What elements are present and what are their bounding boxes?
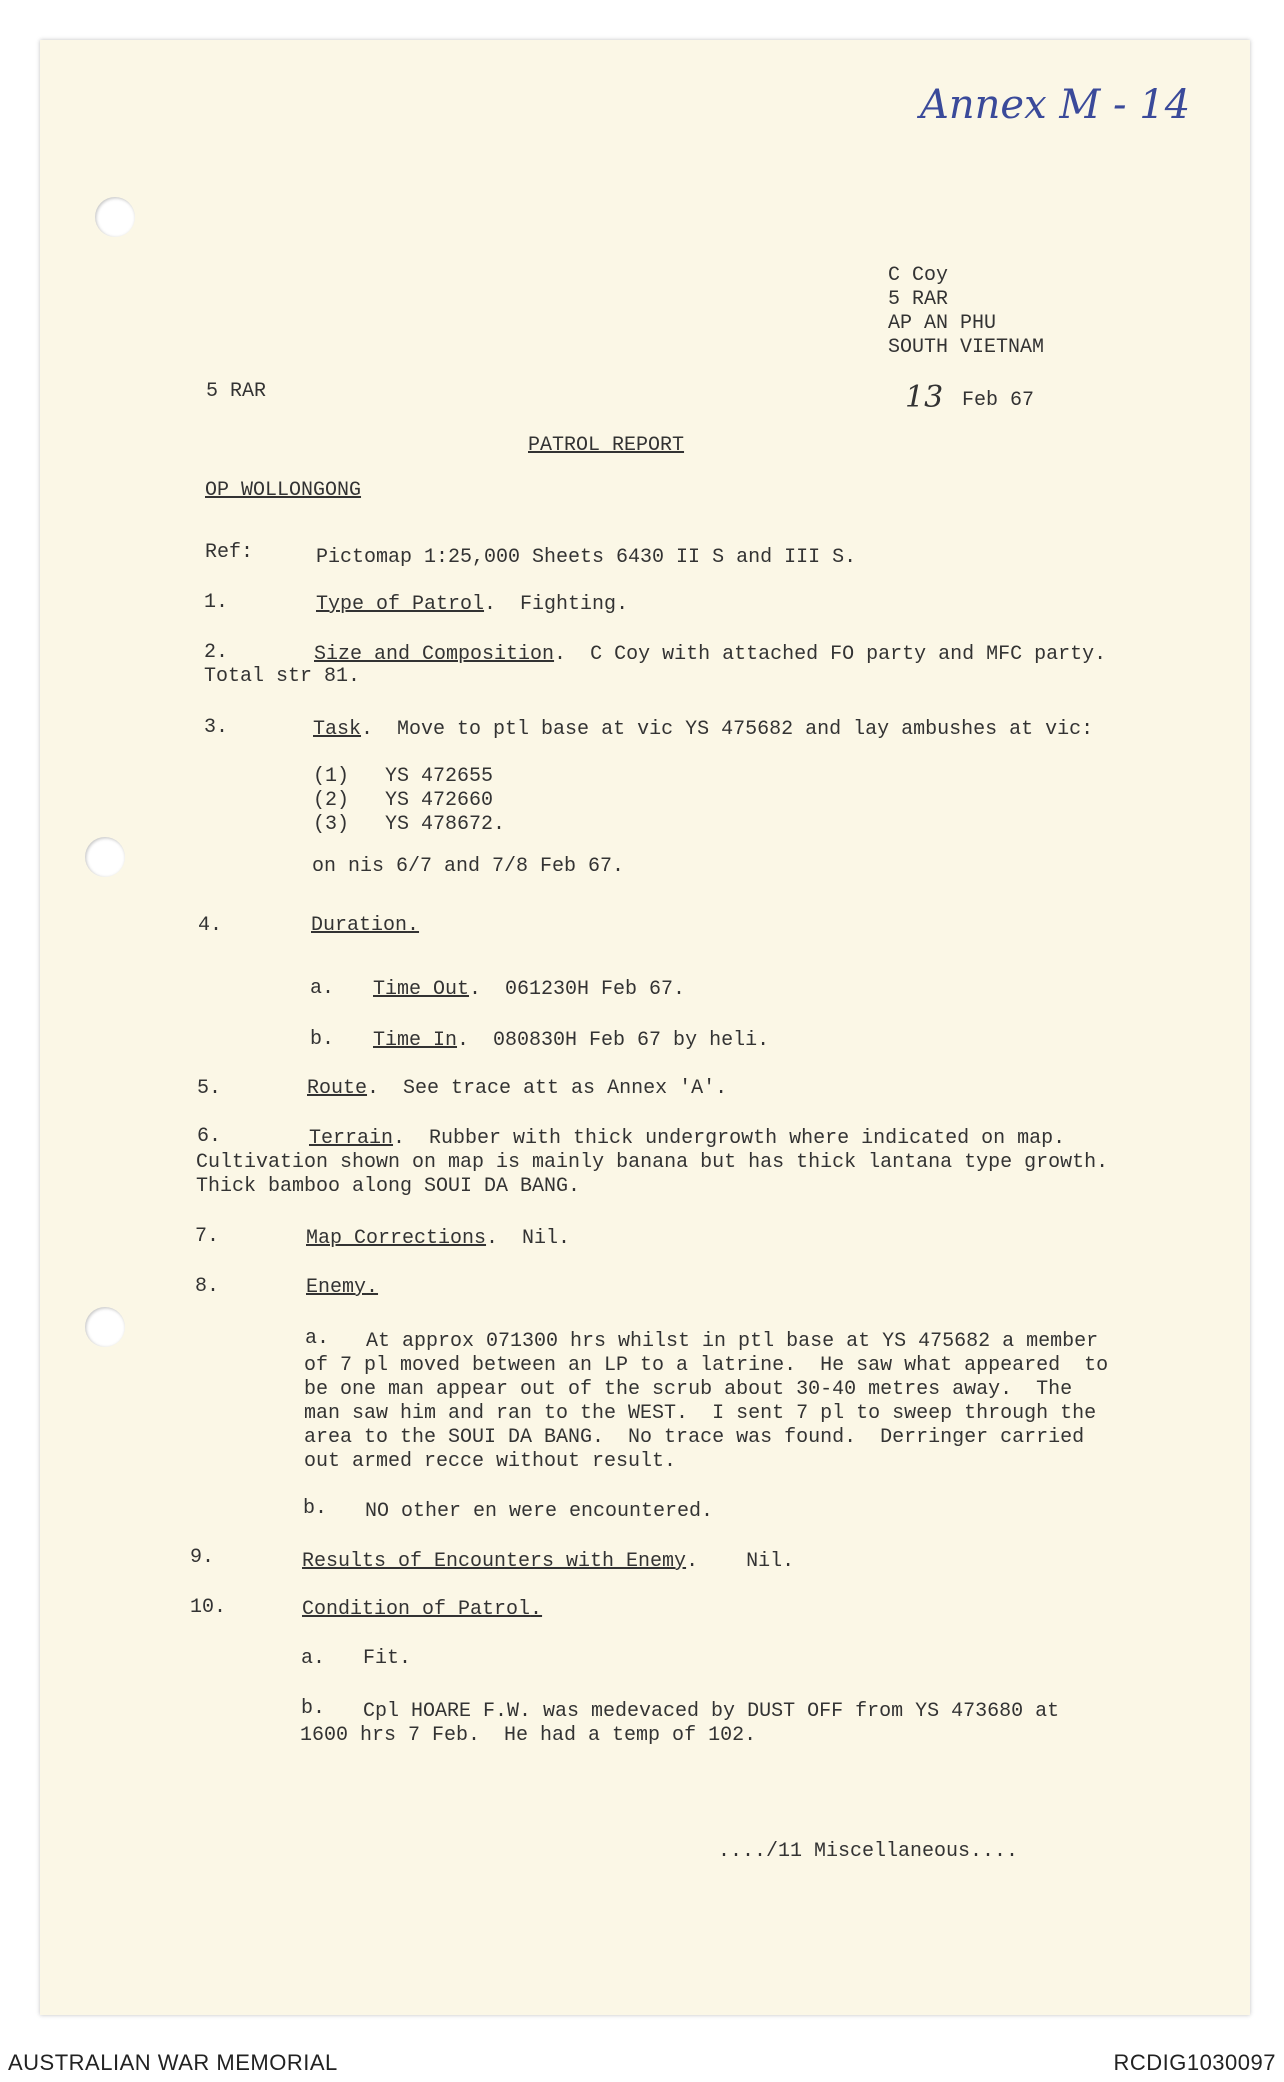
date-day-handwritten: 13 bbox=[905, 380, 944, 415]
sender-address bbox=[888, 264, 1044, 360]
terrain-continuation: Cultivation shown on map is mainly banana but has thick lantana type growth. bbox=[196, 1151, 1109, 1174]
sub-label: a. bbox=[310, 977, 335, 1000]
item-number: 10. bbox=[190, 1596, 227, 1619]
paragraph-line: area to the SOUI DA BANG. No trace was found. Derringer carried bbox=[304, 1426, 1085, 1449]
item-number: 6. bbox=[197, 1125, 222, 1148]
item-type-of-patrol: Type of Patrol. Fighting. bbox=[316, 593, 629, 616]
item-task: Task. Move to ptl base at vic YS 475682 and lay ambushes at vic: bbox=[313, 718, 1094, 741]
list-item: (2) YS 472660 bbox=[313, 789, 494, 812]
punch-hole bbox=[85, 837, 125, 877]
address-line: 5 RAR bbox=[888, 288, 949, 311]
sub-label: a. bbox=[301, 1647, 326, 1670]
sub-label: b. bbox=[303, 1497, 328, 1520]
item-number: 7. bbox=[195, 1225, 220, 1248]
time-out: Time Out. 061230H Feb 67. bbox=[373, 978, 686, 1001]
address-line: SOUTH VIETNAM bbox=[888, 336, 1045, 359]
paragraph-line: man saw him and ran to the WEST. I sent 7 pl to sweep through the bbox=[304, 1402, 1097, 1425]
list-item: (1) YS 472655 bbox=[313, 765, 494, 788]
paragraph-line: At approx 071300 hrs whilst in ptl base at YS 475682 a member bbox=[366, 1330, 1099, 1353]
ref-label: Ref: bbox=[205, 541, 254, 564]
item-results-encounters: Results of Encounters with Enemy. Nil. bbox=[302, 1550, 795, 1573]
continuation-note: ..../11 Miscellaneous.... bbox=[718, 1840, 1019, 1863]
sub-label: b. bbox=[310, 1028, 335, 1051]
sub-label: a. bbox=[305, 1327, 330, 1350]
date-month-year: Feb 67 bbox=[962, 389, 1035, 412]
page-title: PATROL REPORT bbox=[528, 434, 685, 457]
address-line: AP AN PHU bbox=[888, 312, 997, 335]
item-map-corrections: Map Corrections. Nil. bbox=[306, 1227, 571, 1250]
list-item: (3) YS 478672. bbox=[313, 813, 506, 836]
item-number: 3. bbox=[204, 716, 229, 739]
recipient: 5 RAR bbox=[206, 380, 267, 403]
item-condition-of-patrol: Condition of Patrol. bbox=[302, 1598, 543, 1621]
footer-id: RCDIG1030097 bbox=[1113, 2050, 1276, 2075]
item-continuation: Total str 81. bbox=[204, 665, 361, 688]
paragraph-line: out armed recce without result. bbox=[304, 1450, 677, 1473]
paragraph-line: be one man appear out of the scrub about 30-40 metres away. The bbox=[304, 1378, 1073, 1401]
item-number: 8. bbox=[195, 1275, 220, 1298]
ref-text: Pictomap 1:25,000 Sheets 6430 II S and III S. bbox=[316, 546, 857, 569]
task-tail: on nis 6/7 and 7/8 Feb 67. bbox=[312, 855, 625, 878]
time-in: Time In. 080830H Feb 67 by heli. bbox=[373, 1029, 770, 1052]
handwritten-annex-note: Annex M - 14 bbox=[920, 82, 1191, 128]
terrain-continuation: Thick bamboo along SOUI DA BANG. bbox=[196, 1175, 581, 1198]
item-size-composition: Size and Composition. C Coy with attached FO party and MFC party. bbox=[314, 643, 1107, 666]
item-number: 1. bbox=[204, 591, 229, 614]
operation-name: OP WOLLONGONG bbox=[205, 479, 362, 502]
punch-hole bbox=[85, 1307, 125, 1347]
item-route: Route. See trace att as Annex 'A'. bbox=[307, 1077, 728, 1100]
footer-source: AUSTRALIAN WAR MEMORIAL bbox=[8, 2050, 338, 2075]
item-number: 9. bbox=[190, 1546, 215, 1569]
address-line: C Coy bbox=[888, 264, 949, 287]
condition-a-text: Fit. bbox=[363, 1647, 412, 1670]
condition-b-line: 1600 hrs 7 Feb. He had a temp of 102. bbox=[300, 1724, 757, 1747]
ambush-list bbox=[313, 765, 505, 837]
item-terrain: Terrain. Rubber with thick undergrowth where indicated on map. bbox=[309, 1127, 1066, 1150]
item-number: 2. bbox=[204, 641, 229, 664]
enemy-b-text: NO other en were encountered. bbox=[365, 1500, 714, 1523]
enemy-paragraph bbox=[304, 1330, 1108, 1474]
paragraph-line: of 7 pl moved between an LP to a latrine. He saw what appeared to bbox=[304, 1354, 1109, 1377]
sub-label: b. bbox=[301, 1697, 326, 1720]
condition-b-line: Cpl HOARE F.W. was medevaced by DUST OFF from YS 473680 at bbox=[363, 1700, 1060, 1723]
item-enemy: Enemy. bbox=[306, 1276, 379, 1299]
item-number: 5. bbox=[197, 1077, 222, 1100]
item-number: 4. bbox=[198, 914, 223, 937]
punch-hole bbox=[95, 197, 135, 237]
item-duration: Duration. bbox=[311, 914, 420, 937]
